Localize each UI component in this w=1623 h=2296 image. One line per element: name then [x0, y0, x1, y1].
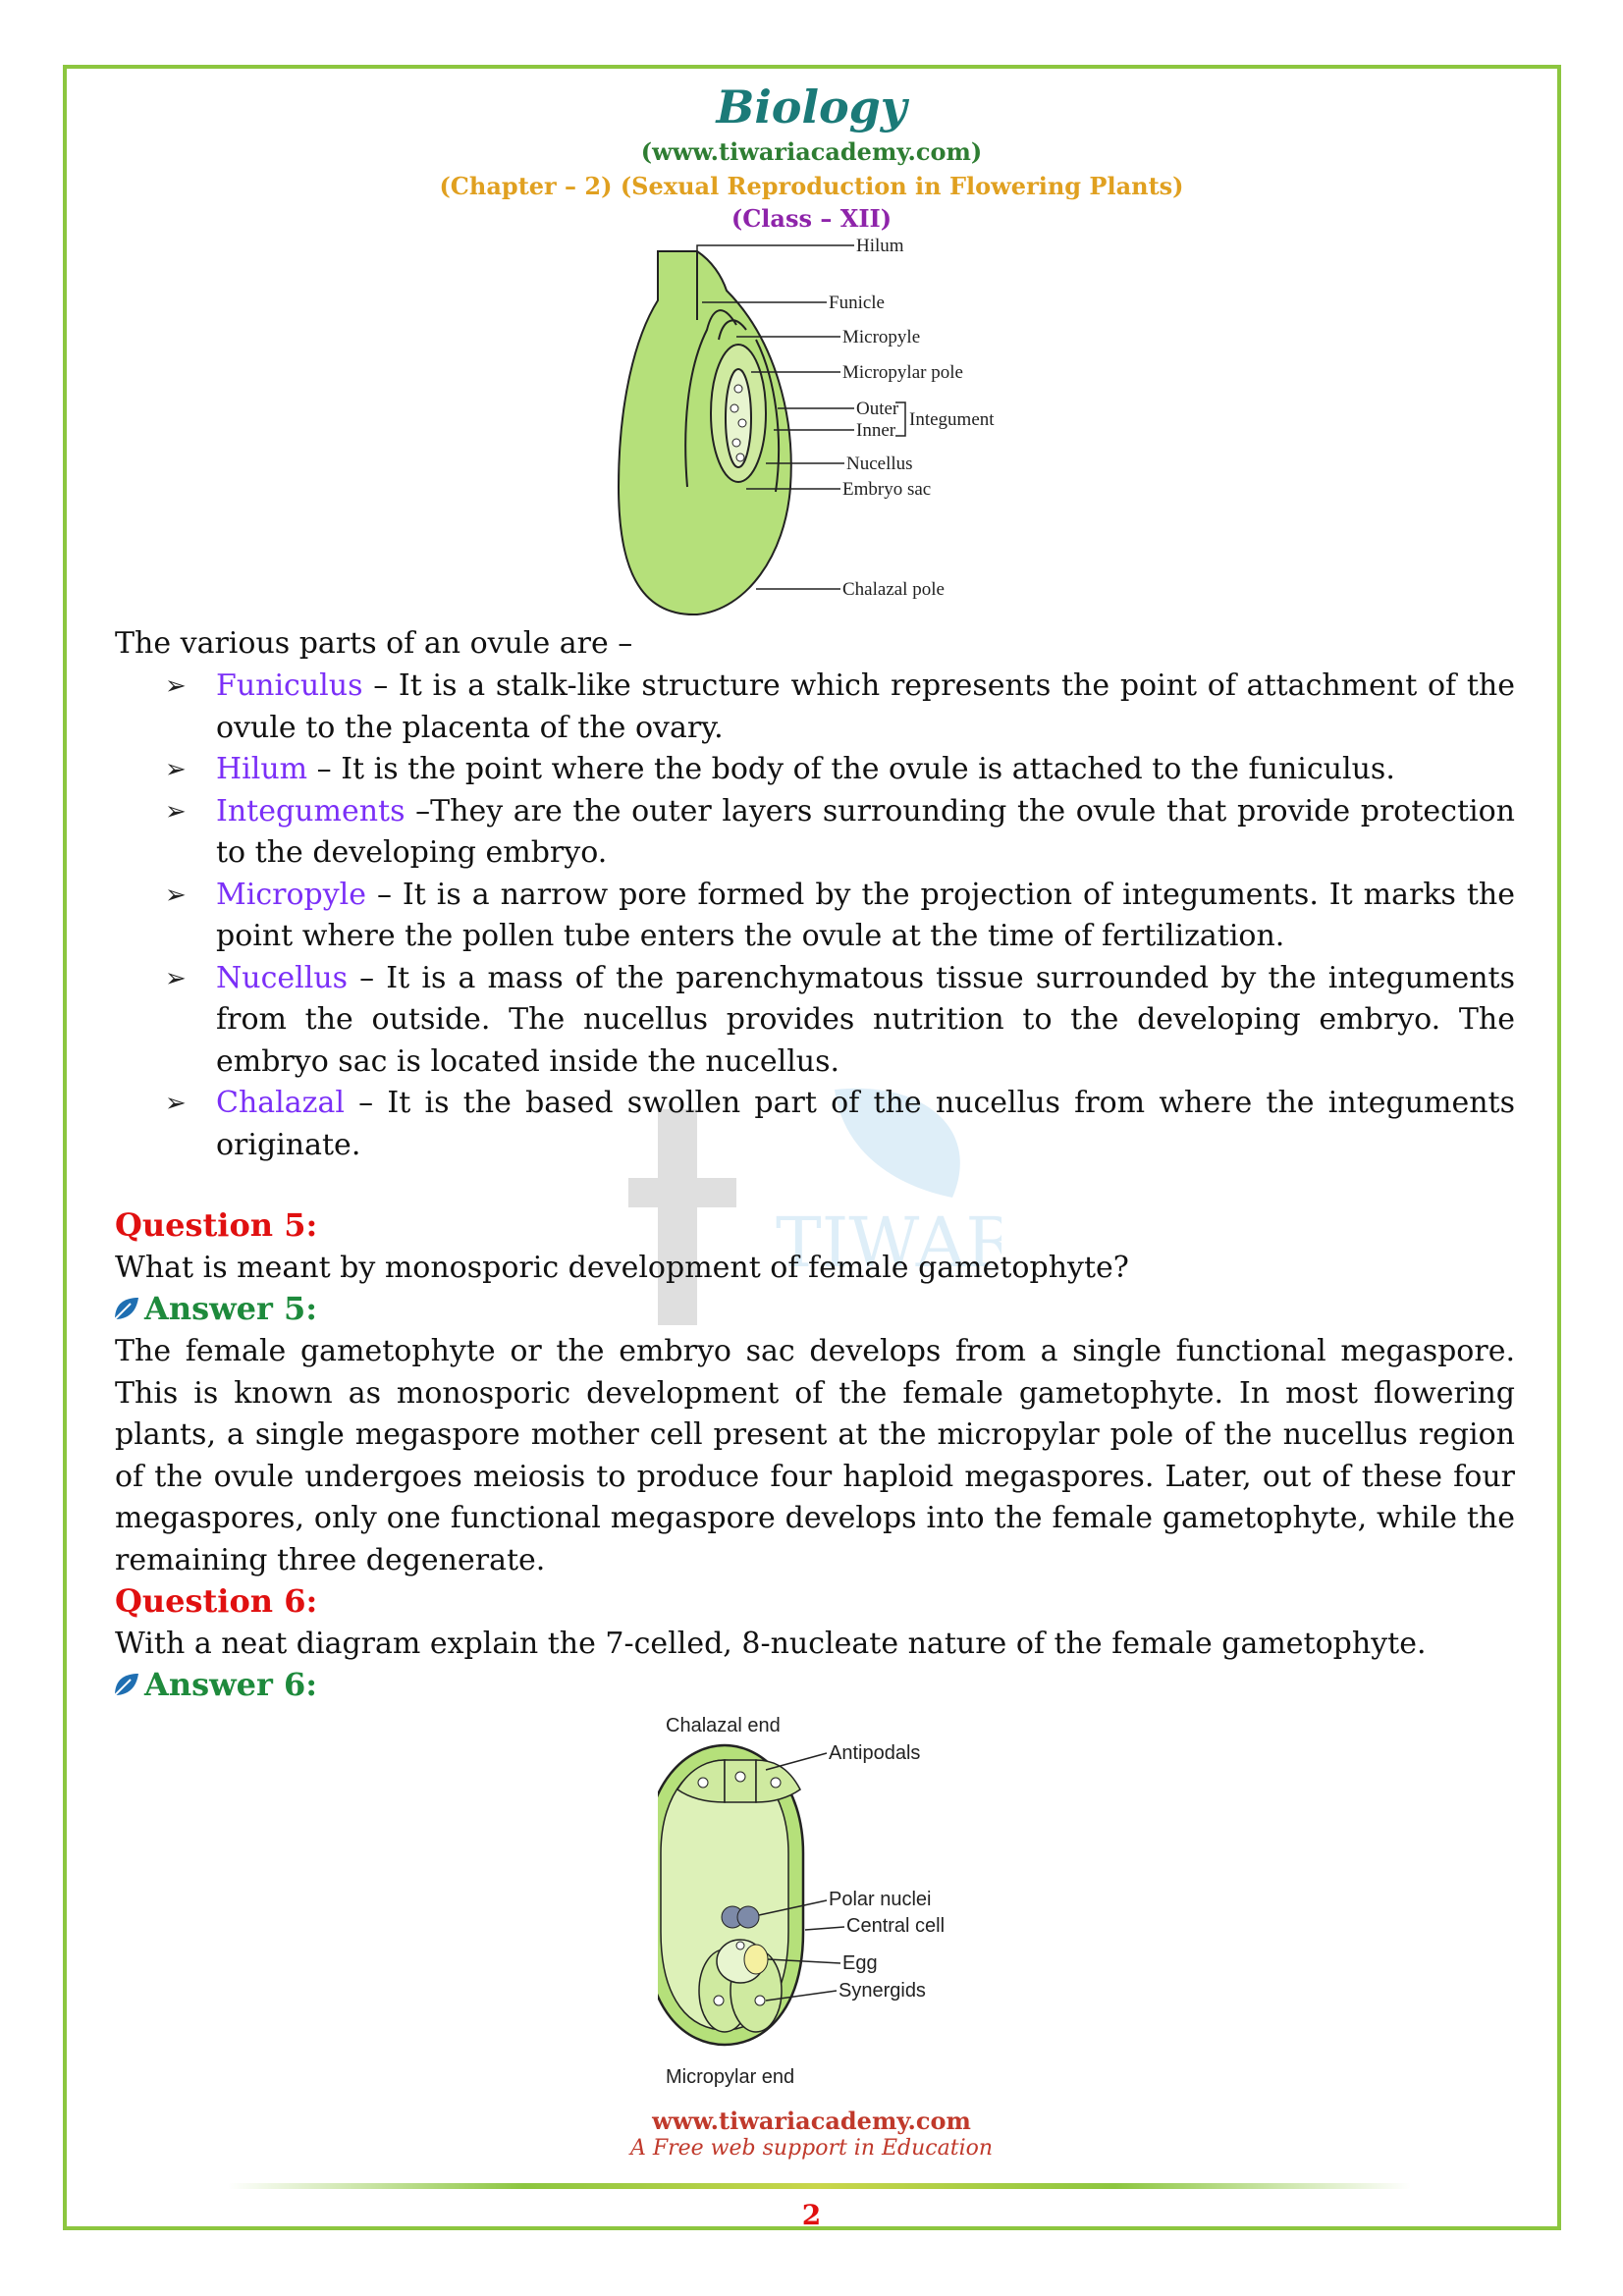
label-nucellus: Nucellus [846, 454, 913, 474]
label-polar-nuclei: Polar nuclei [829, 1889, 932, 1910]
arrow-bullet-icon: ➢ [165, 671, 187, 701]
label-funicle: Funicle [829, 293, 885, 313]
embryo-sac-diagram [658, 1706, 992, 2099]
label-integument: Integument [909, 409, 995, 430]
answer-5-text: The female gametophyte or the embryo sac develops from a single functional megaspore. This is known as monosporic development of the female gametophyte. In most flowering plants, a single megaspore mother cell present at the micropylar pole of the nucellus region of the ovule undergoes meiosis to produce four haploid megaspores. Later, out of these four megaspores, only one functional megaspore develops into the female gametophyte, while the remaining three degenerate. [115, 1334, 1515, 1577]
question-5-text: What is meant by monosporic development of female gametophyte? [115, 1251, 1129, 1285]
arrow-bullet-icon: ➢ [165, 880, 187, 910]
term-nucellus: Nucellus [216, 960, 349, 995]
question-5-label: Question 5: [115, 1206, 318, 1244]
ovule-diagram [550, 232, 1060, 624]
label-micropylar-pole: Micropylar pole [842, 362, 963, 383]
arrow-bullet-icon: ➢ [165, 796, 187, 827]
leaf-icon [111, 1670, 140, 1699]
label-hilum: Hilum [856, 236, 904, 256]
label-outer: Outer [856, 399, 899, 419]
ovule-parts-list [165, 666, 1515, 1166]
arrow-bullet-icon: ➢ [165, 755, 187, 784]
arrow-bullet-icon: ➢ [165, 1089, 187, 1118]
label-chalazal-pole: Chalazal pole [842, 579, 945, 600]
term-chalazal: Chalazal [216, 1086, 345, 1120]
label-micropylar-end: Micropylar end [666, 2066, 795, 2088]
list-item: ➢ Integuments –They are the outer layers surrounding the ovule that provide protection to the developing embryo. [165, 791, 1515, 875]
label-chalazal-end: Chalazal end [666, 1715, 781, 1736]
label-egg: Egg [842, 1952, 878, 1974]
label-micropyle: Micropyle [842, 327, 921, 347]
footer-tagline: A Free web support in Education [629, 2136, 994, 2161]
ovule-parts-intro: The various parts of an ovule are – [115, 626, 633, 661]
footer-website: www.tiwariacademy.com [652, 2107, 971, 2135]
label-synergids: Synergids [839, 1980, 926, 2002]
label-embryo-sac: Embryo sac [842, 479, 932, 500]
list-item: ➢ Micropyle – It is a narrow pore formed by the projection of integuments. It marks the point where the pollen tube enters the ovule at the time of fertilization. [165, 875, 1515, 958]
term-hilum: Hilum [216, 752, 308, 786]
answer-6-label: Answer 6: [111, 1666, 317, 1703]
page-title: Biology [716, 80, 907, 133]
arrow-bullet-icon: ➢ [165, 963, 187, 993]
leaf-icon [111, 1294, 140, 1323]
question-6-label: Question 6: [115, 1582, 318, 1620]
label-inner: Inner [856, 420, 896, 441]
header-chapter: (Chapter – 2) (Sexual Reproduction in Flowering Plants) [439, 172, 1184, 200]
footer-divider [228, 2183, 1411, 2189]
term-micropyle: Micropyle [216, 877, 367, 912]
label-antipodals: Antipodals [829, 1742, 921, 1764]
question-6-text: With a neat diagram explain the 7-celled, 8-nucleate nature of the female gametophyte. [115, 1627, 1427, 1661]
watermark-text: TIWAR [776, 1202, 1001, 1283]
answer-5-label: Answer 5: [111, 1290, 317, 1327]
list-item: ➢ Nucellus – It is a mass of the parenchymatous tissue surrounded by the integuments from the outside. The nucellus provides nutrition to the developing embryo. The embryo sac is located inside the nucellus. [165, 958, 1515, 1084]
term-funiculus: Funiculus [216, 668, 363, 703]
list-item: ➢ Funiculus – It is a stalk-like structure which represents the point of attachment of the ovule to the placenta of the ovary. [165, 666, 1515, 749]
list-item: ➢ Hilum – It is the point where the body of the ovule is attached to the funiculus. [165, 749, 1515, 791]
header-website: (www.tiwariacademy.com) [640, 137, 983, 166]
page-number: 2 [801, 2199, 822, 2231]
label-central-cell: Central cell [846, 1915, 946, 1937]
list-item: ➢ Chalazal – It is the based swollen part of the nucellus from where the integuments originate. [165, 1083, 1515, 1166]
header-class: (Class – XII) [730, 204, 893, 233]
term-integuments: Integuments [216, 793, 406, 828]
